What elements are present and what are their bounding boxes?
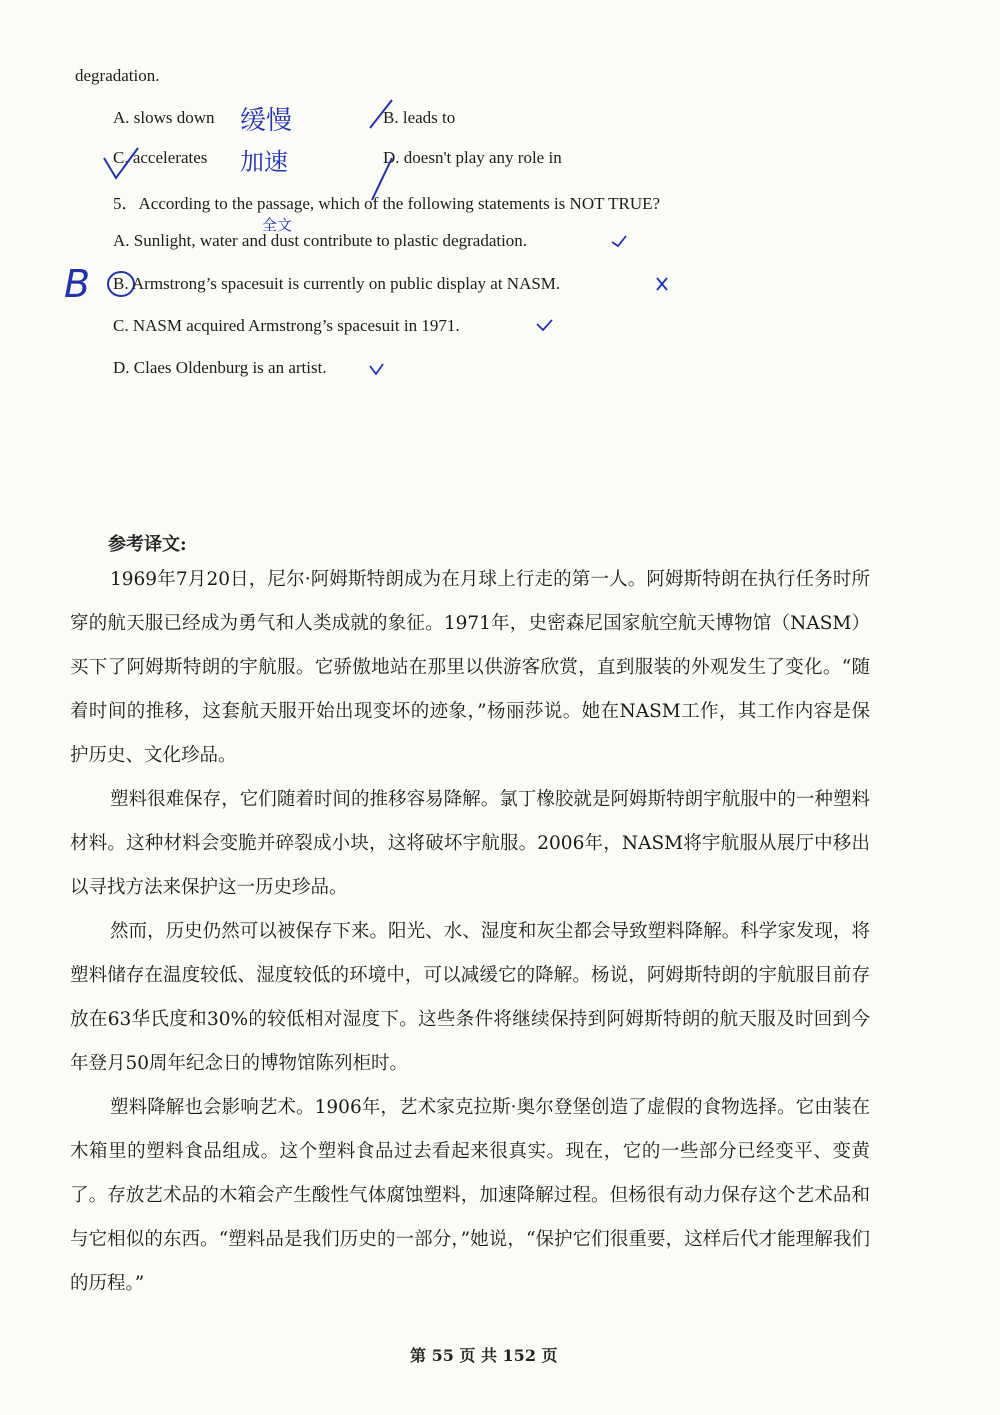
option-letter: A. (113, 108, 130, 127)
option-text: Sunlight, water and dust contribute to plastic degradation. (133, 231, 528, 250)
translation-paragraph: 塑料降解也会影响艺术。1906年，艺术家克拉斯·奥尔登堡创造了虚假的食物选择。它由装在木箱里的塑料食品组成。这个塑料食品过去看起来很真实。现在，它的一些部分已经变平、变黄了。存放艺术品的木箱会产生酸性气体腐蚀塑料，加速降解过程。但杨很有动力保存这个艺术品和与它相似的东西。“塑料品是我们历史的一部分，”她说，“保护它们很重要，这样后代才能理解我们的历程。” (70, 1097, 870, 1294)
q5-option-d (113, 358, 327, 378)
option-letter: D. (113, 358, 130, 377)
q5-option-a (113, 231, 527, 251)
handwritten-note-slow: 缓慢 (240, 106, 293, 136)
option-text: Claes Oldenburg is an artist. (133, 358, 327, 377)
option-letter: A. (113, 231, 130, 250)
option-letter: C. (113, 316, 129, 335)
q5-option-b (113, 274, 560, 294)
option-text: Armstrong’s spacesuit is currently on public display at NASM. (131, 274, 561, 293)
page-number: 第 55 页 共 152 页 (410, 1346, 558, 1365)
handwritten-note-whole-text: 全文 (262, 216, 293, 234)
option-letter: D. (383, 148, 400, 167)
q5-stem: 5．According to the passage, which of the following statements is NOT TRUE? (113, 194, 661, 213)
handwritten-note-accelerate: 加速 (240, 148, 288, 176)
option-letter: B. (113, 274, 129, 293)
q4-stem-tail: degradation. (75, 66, 160, 85)
option-letter: B. (383, 108, 399, 127)
translation-paragraph: 1969年7月20日，尼尔·阿姆斯特朗成为在月球上行走的第一人。阿姆斯特朗在执行任务时所穿的航天服已经成为勇气和人类成就的象征。1971年，史密森尼国家航空航天博物馆（NASM）买下了阿姆斯特朗的宇航服。它骄傲地站在那里以供游客欣赏，直到服装的外观发生了变化。“随着时间的推移，这套航天服开始出现变坏的迹象，”杨丽莎说。她在NASM工作，其工作内容是保护历史、文化珍品。 (70, 569, 870, 766)
handwritten-answer-mark: B (64, 262, 91, 306)
option-text: NASM acquired Armstrong’s spacesuit in 1971. (132, 316, 460, 335)
option-text: doesn't play any role in (403, 148, 562, 167)
translation-paragraph: 塑料很难保存，它们随着时间的推移容易降解。氯丁橡胶就是阿姆斯特朗宇航服中的一种塑料材料。这种材料会变脆并碎裂成小块，这将破坏宇航服。2006年，NASM将宇航服从展厅中移出以寻找方法来保护这一历史珍品。 (70, 789, 870, 898)
option-text: slows down (133, 108, 215, 127)
translation-heading: 参考译文: (108, 534, 187, 555)
translation-paragraph: 然而，历史仍然可以被保存下来。阳光、水、湿度和灰尘都会导致塑料降解。科学家发现，将塑料储存在温度较低、湿度较低的环境中，可以减缓它的降解。杨说，阿姆斯特朗的宇航服目前存放在63华氏度和30%的较低相对湿度下。这些条件将继续保持到阿姆斯特朗的航天服及时回到今年登月50周年纪念日的博物馆陈列柜时。 (70, 921, 870, 1074)
option-text: accelerates (132, 148, 208, 167)
option-text: leads to (402, 108, 456, 127)
option-letter: C. (113, 148, 129, 167)
translation-body (70, 558, 870, 1306)
q5-option-c (113, 316, 460, 336)
